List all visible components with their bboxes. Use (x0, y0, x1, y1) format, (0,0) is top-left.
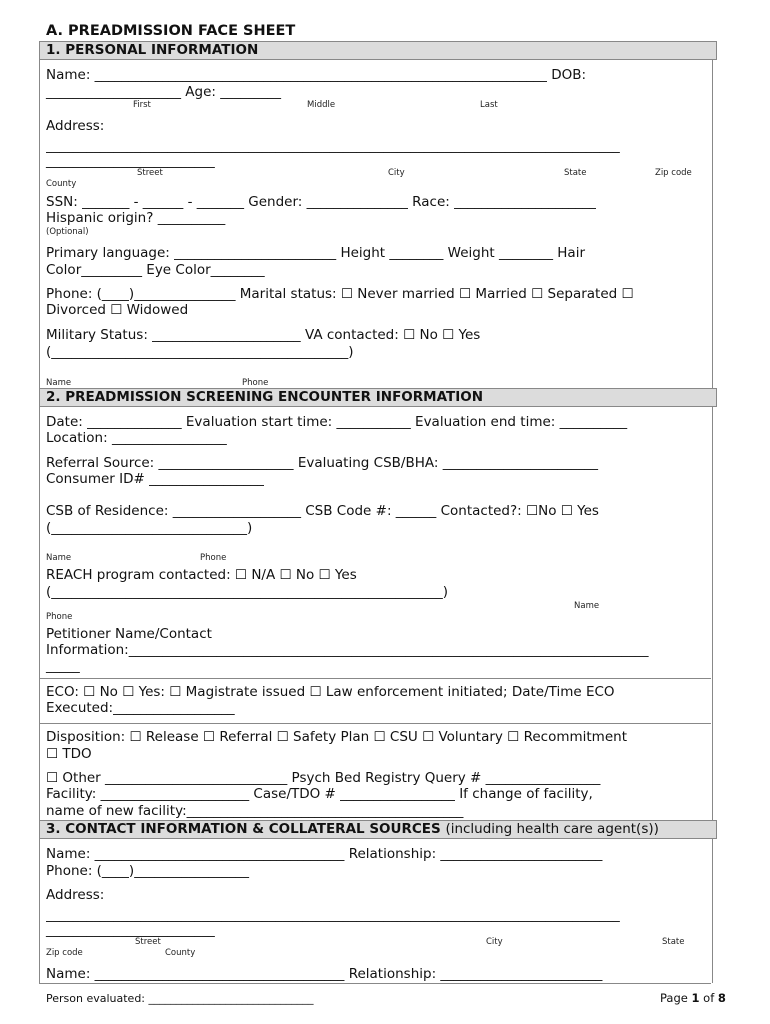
person-evaluated-field[interactable]: Person evaluated: ______________________________ (46, 992, 314, 1005)
marital-cont[interactable]: Divorced ☐ Widowed (46, 302, 189, 318)
hispanic-field[interactable]: Hispanic origin? __________ (46, 210, 226, 226)
reach-sub-phone: Phone (46, 612, 73, 622)
disposition-tdo[interactable]: ☐ TDO (46, 746, 92, 762)
address-label: Address: (46, 118, 105, 134)
sub-zip: Zip code (655, 168, 692, 178)
petitioner-label: Petitioner Name/Contact (46, 626, 212, 642)
reach-name-phone-field[interactable]: (__________________________________________________________) (46, 584, 449, 600)
sub-county: County (46, 179, 77, 189)
disposition-field[interactable]: Disposition: ☐ Release ☐ Referral ☐ Safety Plan ☐ CSU ☐ Voluntary ☐ Recommitment (46, 729, 627, 745)
csb-sub-phone: Phone (200, 553, 227, 563)
referral-field[interactable]: Referral Source: ____________________ Evaluating CSB/BHA: _______________________ (46, 455, 598, 471)
csb-name-phone-field[interactable]: (_____________________________) (46, 520, 253, 536)
consumer-id-field[interactable]: Consumer ID# _________________ (46, 471, 264, 487)
location-field[interactable]: Location: _________________ (46, 430, 227, 446)
reach-field[interactable]: REACH program contacted: ☐ N/A ☐ No ☐ Yes (46, 567, 357, 583)
page-of: of (699, 991, 718, 1005)
address-field[interactable]: _____________________________________________________________________________________ (46, 138, 620, 154)
reach-sub-name: Name (574, 601, 600, 611)
contact-sub-street: Street (135, 937, 161, 947)
page-current: 1 (691, 991, 700, 1005)
page-prefix: Page (660, 991, 692, 1005)
contact-sub-county: County (165, 948, 196, 958)
sub-city: City (388, 168, 405, 178)
contact-address-field[interactable]: _____________________________________________________________________________________ (46, 907, 620, 923)
ssn-gender-race-field[interactable]: SSN: _______ - ______ - _______ Gender: _______________ Race: _____________________ (46, 194, 596, 210)
facility-field[interactable]: Facility: ______________________ Case/TDO # _________________ If change of facility, (46, 786, 593, 802)
eco-field[interactable]: ECO: ☐ No ☐ Yes: ☐ Magistrate issued ☐ Law enforcement initiated; Date/Time ECO (46, 684, 615, 700)
page-number (660, 991, 726, 1005)
hair-eye-field[interactable]: Color_________ Eye Color________ (46, 262, 265, 278)
section-1-header: 1. PERSONAL INFORMATION (39, 41, 717, 60)
page-title: A. PREADMISSION FACE SHEET (46, 23, 296, 39)
address-field-2[interactable]: _________________________ (46, 153, 215, 169)
contact-sub-state: State (662, 937, 685, 947)
sub-middle: Middle (307, 100, 336, 110)
eco-executed-field[interactable]: Executed:__________________ (46, 700, 235, 716)
sub-street: Street (137, 168, 163, 178)
contact-sub-city: City (486, 937, 503, 947)
divider (39, 678, 711, 679)
bottom-border (39, 983, 711, 984)
section-3-title: 3. CONTACT INFORMATION & COLLATERAL SOURCES (46, 821, 441, 837)
divider (39, 723, 711, 724)
dob-age-field[interactable]: ____________________ Age: _________ (46, 84, 281, 100)
contact-name-field[interactable]: Name: _____________________________________ Relationship: ________________________ (46, 846, 603, 862)
sub-last: Last (480, 100, 498, 110)
petitioner-field-cont[interactable]: _____ (46, 658, 80, 674)
page-total: 8 (717, 991, 726, 1005)
section-2-header: 2. PREADMISSION SCREENING ENCOUNTER INFORMATION (39, 388, 717, 407)
contact-phone-field[interactable]: Phone: (____)_________________ (46, 863, 249, 879)
contact-address-label: Address: (46, 887, 105, 903)
optional-note: (Optional) (46, 227, 89, 237)
phone-marital-field[interactable]: Phone: (____)_______________ Marital status: ☐ Never married ☐ Married ☐ Separated ☐ (46, 286, 634, 302)
other-psych-field[interactable]: ☐ Other ___________________________ Psych Bed Registry Query # _________________ (46, 770, 601, 786)
military-field[interactable]: Military Status: ______________________ VA contacted: ☐ No ☐ Yes (46, 327, 481, 343)
new-facility-field[interactable]: name of new facility:_________________________________________ (46, 803, 464, 819)
name-field[interactable]: Name: ___________________________________________________________________ DOB: (46, 67, 587, 83)
petitioner-field[interactable]: Information:_____________________________________________________________________________ (46, 642, 649, 658)
language-height-field[interactable]: Primary language: ________________________ Height ________ Weight ________ Hair (46, 245, 585, 261)
contact-sub-zip: Zip code (46, 948, 83, 958)
csb-field[interactable]: CSB of Residence: ___________________ CSB Code #: ______ Contacted?: ☐No ☐ Yes (46, 503, 599, 519)
sub-first: First (133, 100, 151, 110)
csb-sub-name: Name (46, 553, 72, 563)
sub-name: Name (46, 378, 72, 388)
military-name-phone-field[interactable]: (____________________________________________) (46, 344, 354, 360)
sub-phone: Phone (242, 378, 269, 388)
sub-state: State (564, 168, 587, 178)
contact-address-field-2[interactable]: _________________________ (46, 922, 215, 938)
section-3-header (39, 820, 717, 839)
date-eval-field[interactable]: Date: ______________ Evaluation start time: ___________ Evaluation end time: __________ (46, 414, 628, 430)
contact-name-field-2[interactable]: Name: _____________________________________ Relationship: ________________________ (46, 966, 603, 982)
section-3-note: (including health care agent(s)) (445, 821, 659, 837)
